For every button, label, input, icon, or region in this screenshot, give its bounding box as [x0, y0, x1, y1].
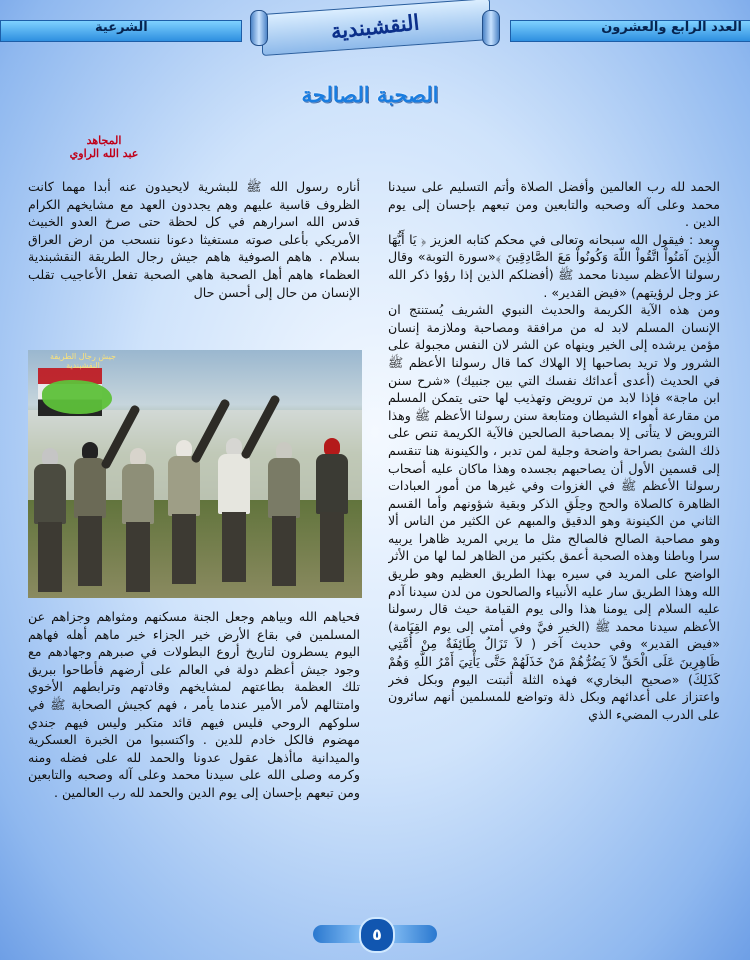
photo-figure: [34, 448, 66, 598]
photo-figure: [218, 438, 250, 598]
photo-banner-text: جيش رجال الطريقة النقشبندية: [50, 352, 116, 370]
photo-figure: [168, 440, 200, 598]
article-column-left-top: [28, 178, 360, 340]
photo-map-emblem: [42, 380, 112, 414]
section-label: الشرعية: [95, 20, 148, 35]
magazine-title: النقشبندية: [329, 9, 421, 44]
paragraph-verse: وبعد : فيقول الله سبحانه وتعالى في محكم كتابه العزيز ﴿ يَا أَيُّهَا الَّذِينَ آمَنُواْ اتَّقُواْ اللّهَ وَكُونُواْ مَعَ الصَّادِقِينَ ﴾«سورة التوبة» وقال رسولنا الأعظم سيدنا محمد ﷺ (أفضلكم الذين إذا رؤوا ذكر الله عز وجل لرؤيتهم) «فيض القدير» .: [388, 231, 720, 300]
article-column-right: [388, 178, 720, 956]
article-photo: [28, 350, 362, 598]
paragraph-left-top: أناره رسول الله ﷺ للبشرية لايحيدون عنه أبدا مهما كانت الظروف قاسية عليهم وهم يجددون العهد مع مشايخهم الكرام قدس الله اسرارهم في كل لحظة حتى صرخ العدو الخبيث الأمريكي بأعلى صوته مستغيثا دعونا ننسحب من ارض العراق بسلام . هاهم الصوفية هاهم جيش رجال الطريقة النقشبندية العظماء هاهم أهل الصحبة هاهي الصحبة تفعل الأعاجيب تقلب الإنسان من حال إلى أحسن حال: [28, 179, 360, 300]
photo-figure: [122, 448, 154, 598]
page-number-badge: [313, 913, 437, 949]
author-name: عبد الله الراوي: [69, 147, 139, 160]
photo-figure: [316, 438, 348, 598]
photo-figure: [268, 442, 300, 598]
paragraph-body: ومن هذه الآية الكريمة والحديث النبوي الشريف يُستنتج ان الإنسان المسلم لابد له من مرافقة ومصاحبة وملازمة إنسان مؤمن يرشده إلى الخير وينهاه عن الشر لان النفس مجبولة على الشرور ولا تريد بصاحبها إلا الهلاك كما قال رسولنا الأعظم ﷺ في الحديث (أعدى أعدائك نفسك التي بين جنبيك) «شرح سنن ابن ماجة» فإذا لابد من ترويض وتهذيب لها حتى يتمكن المسلم من مقارعة أهواء الشيطان ومتابعة سنن رسولنا الأعظم ﷺ وهذا الترويض لا يتأتى إلا بمصاحبة الصالحين فالآية الكريمة تنص على ذلك الشئ بصراحة واضحة وجلية لمن تدبر ، والكينونة هنا تنقسم إلى قسمين الأول أن يصاحبهم بجسده وهذا ماكان عليه أصحاب رسولنا الأعظم ﷺ في الغزوات وفي غيرها من أمور العبادات الظاهرة كالصلاة والحج وحِلَقِ الذكر وبقية شؤونهم وأما القسم الثاني من الكينونة وهو الدقيق والمبهم عن الكثير من الناس ألا وهو مصاحبة الصالح فالصالح مثل ما يربي المريد ظاهرا يربيه سرا وباطنا وهذه الصحبة أعمق بكثير من الظاهر لما لها من الأثر الواضح على المريد في سيره بهذا الطريق العظيم وهو طريق الله وهذا الطريق سار عليه الأنبياء والصالحون من لدن سيدنا آدم عليه السلام إلى يومنا هذا والى يوم القيامة حيث قال رسولنا الأعظم سيدنا محمد ﷺ (الخير فيَّ وفي أمتي إلى يوم القِيَامة) «فيض القدير» وفي حديث آخر ( لاَ تَزَالُ طَائِفَةٌ مِنْ أُمَّتِي ظَاهِرِينَ عَلَى الْحَقِّ لاَ يَضُرُّهُمْ مَنْ خَذَلَهُمْ حَتَّى يَأْتِيَ أَمْرُ اللَّهِ وَهُمْ كَذَلِكَ) «صحيح البخاري» فهذه الثلة أثبتت اليوم وبكل فخر واعتزاز على أعدائهم وبكل ذلة وتواضع للمسلمين أنهم سائرون على الدرب المضيء الذي: [388, 302, 720, 722]
article-column-left-bottom: [28, 608, 360, 928]
paragraph-intro: الحمد لله رب العالمين وأفضل الصلاة وأتم التسليم على سيدنا محمد وعلى آله وصحبه والتابعين ومن تبعهم بإحسان إلى يوم الدين .: [388, 179, 720, 230]
magazine-title-scroll: [240, 0, 510, 70]
page-number: ٥: [359, 917, 395, 953]
paragraph-left-bottom: فحياهم الله وبياهم وجعل الجنة مسكنهم ومثواهم وجزاهم عن المسلمين في بقاع الأرض خير الجزاء خير ماهم أهله فهاهم اليوم يسطرون لتاريخ أروع البطولات في صبرهم وجهادهم مع وجود جيش أعظم دولة في العالم على أرضهم فأطاحوا ببريق تلك العظمة بطاعتهم لمشايخهم وقادتهم وترابطهم الأخوي وامتثالهم لأمر الأمير عندما يأمر ، فهم كجيش الصحابة ﷺ في سلوكهم الروحي فليس فيهم قائد متكبر وليس فيهم جندي مهضوم فالكل خادم للدين . واكتسبوا من الخبرة العسكرية والميدانية ماأذهل عقول عدونا والحمد لله على فضله ومنه وكرمه وصلى الله على سيدنا محمد وعلى آله وصحبه والتابعين ومن تبعهم بإحسان إلى يوم الدين والحمد لله رب العالمين .: [28, 609, 360, 800]
issue-label: العدد الرابع والعشرون: [601, 20, 742, 35]
author-signature: [64, 134, 144, 160]
article-title: الصحبة الصالحة: [301, 82, 439, 107]
author-role: المجاهد: [86, 134, 122, 147]
